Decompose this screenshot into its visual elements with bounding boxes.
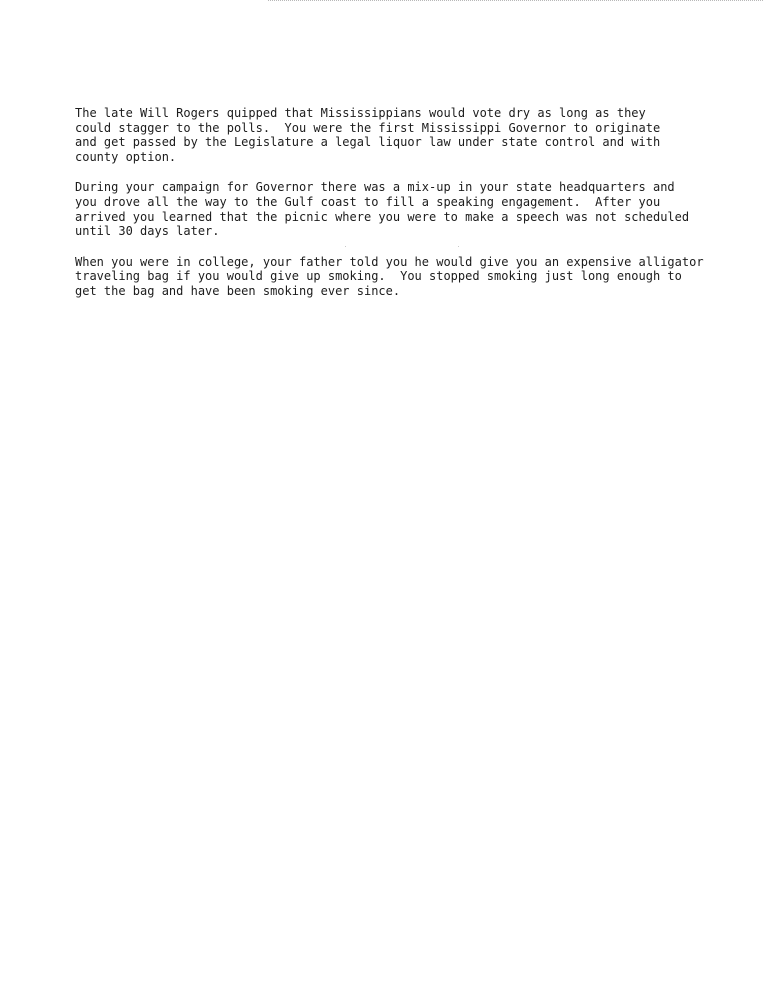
text-line: The late Will Rogers quipped that Mississippians would vote dry as long as they [75,106,646,120]
text-line: traveling bag if you would give up smoking. You stopped smoking just long enough to [75,269,682,284]
page-top-edge [268,0,763,1]
text-line: you drove all the way to the Gulf coast to fill a speaking engagement. After you [75,194,661,209]
paragraph-college [75,255,755,299]
paragraph-campaign [75,180,755,238]
text-line: arrived you learned that the picnic where you were to make a speech was not scheduled [75,209,690,224]
paragraph-will-rogers [75,106,755,164]
text-line: and get passed by the Legislature a legal liquor law under state control and with [75,135,661,150]
text-line: until 30 days later. [75,224,220,239]
text-line: During your campaign for Governor there was a mix-up in your state headquarters and [75,180,675,195]
text-line: county option. [75,149,177,164]
typed-page [75,106,755,315]
text-line: When you were in college, your father told you he would give you an expensive alligator [75,254,704,269]
text-line: get the bag and have been smoking ever since. [75,283,401,298]
text-line: could stagger to the polls. You were the first Mississippi Governor to originate [75,120,661,135]
